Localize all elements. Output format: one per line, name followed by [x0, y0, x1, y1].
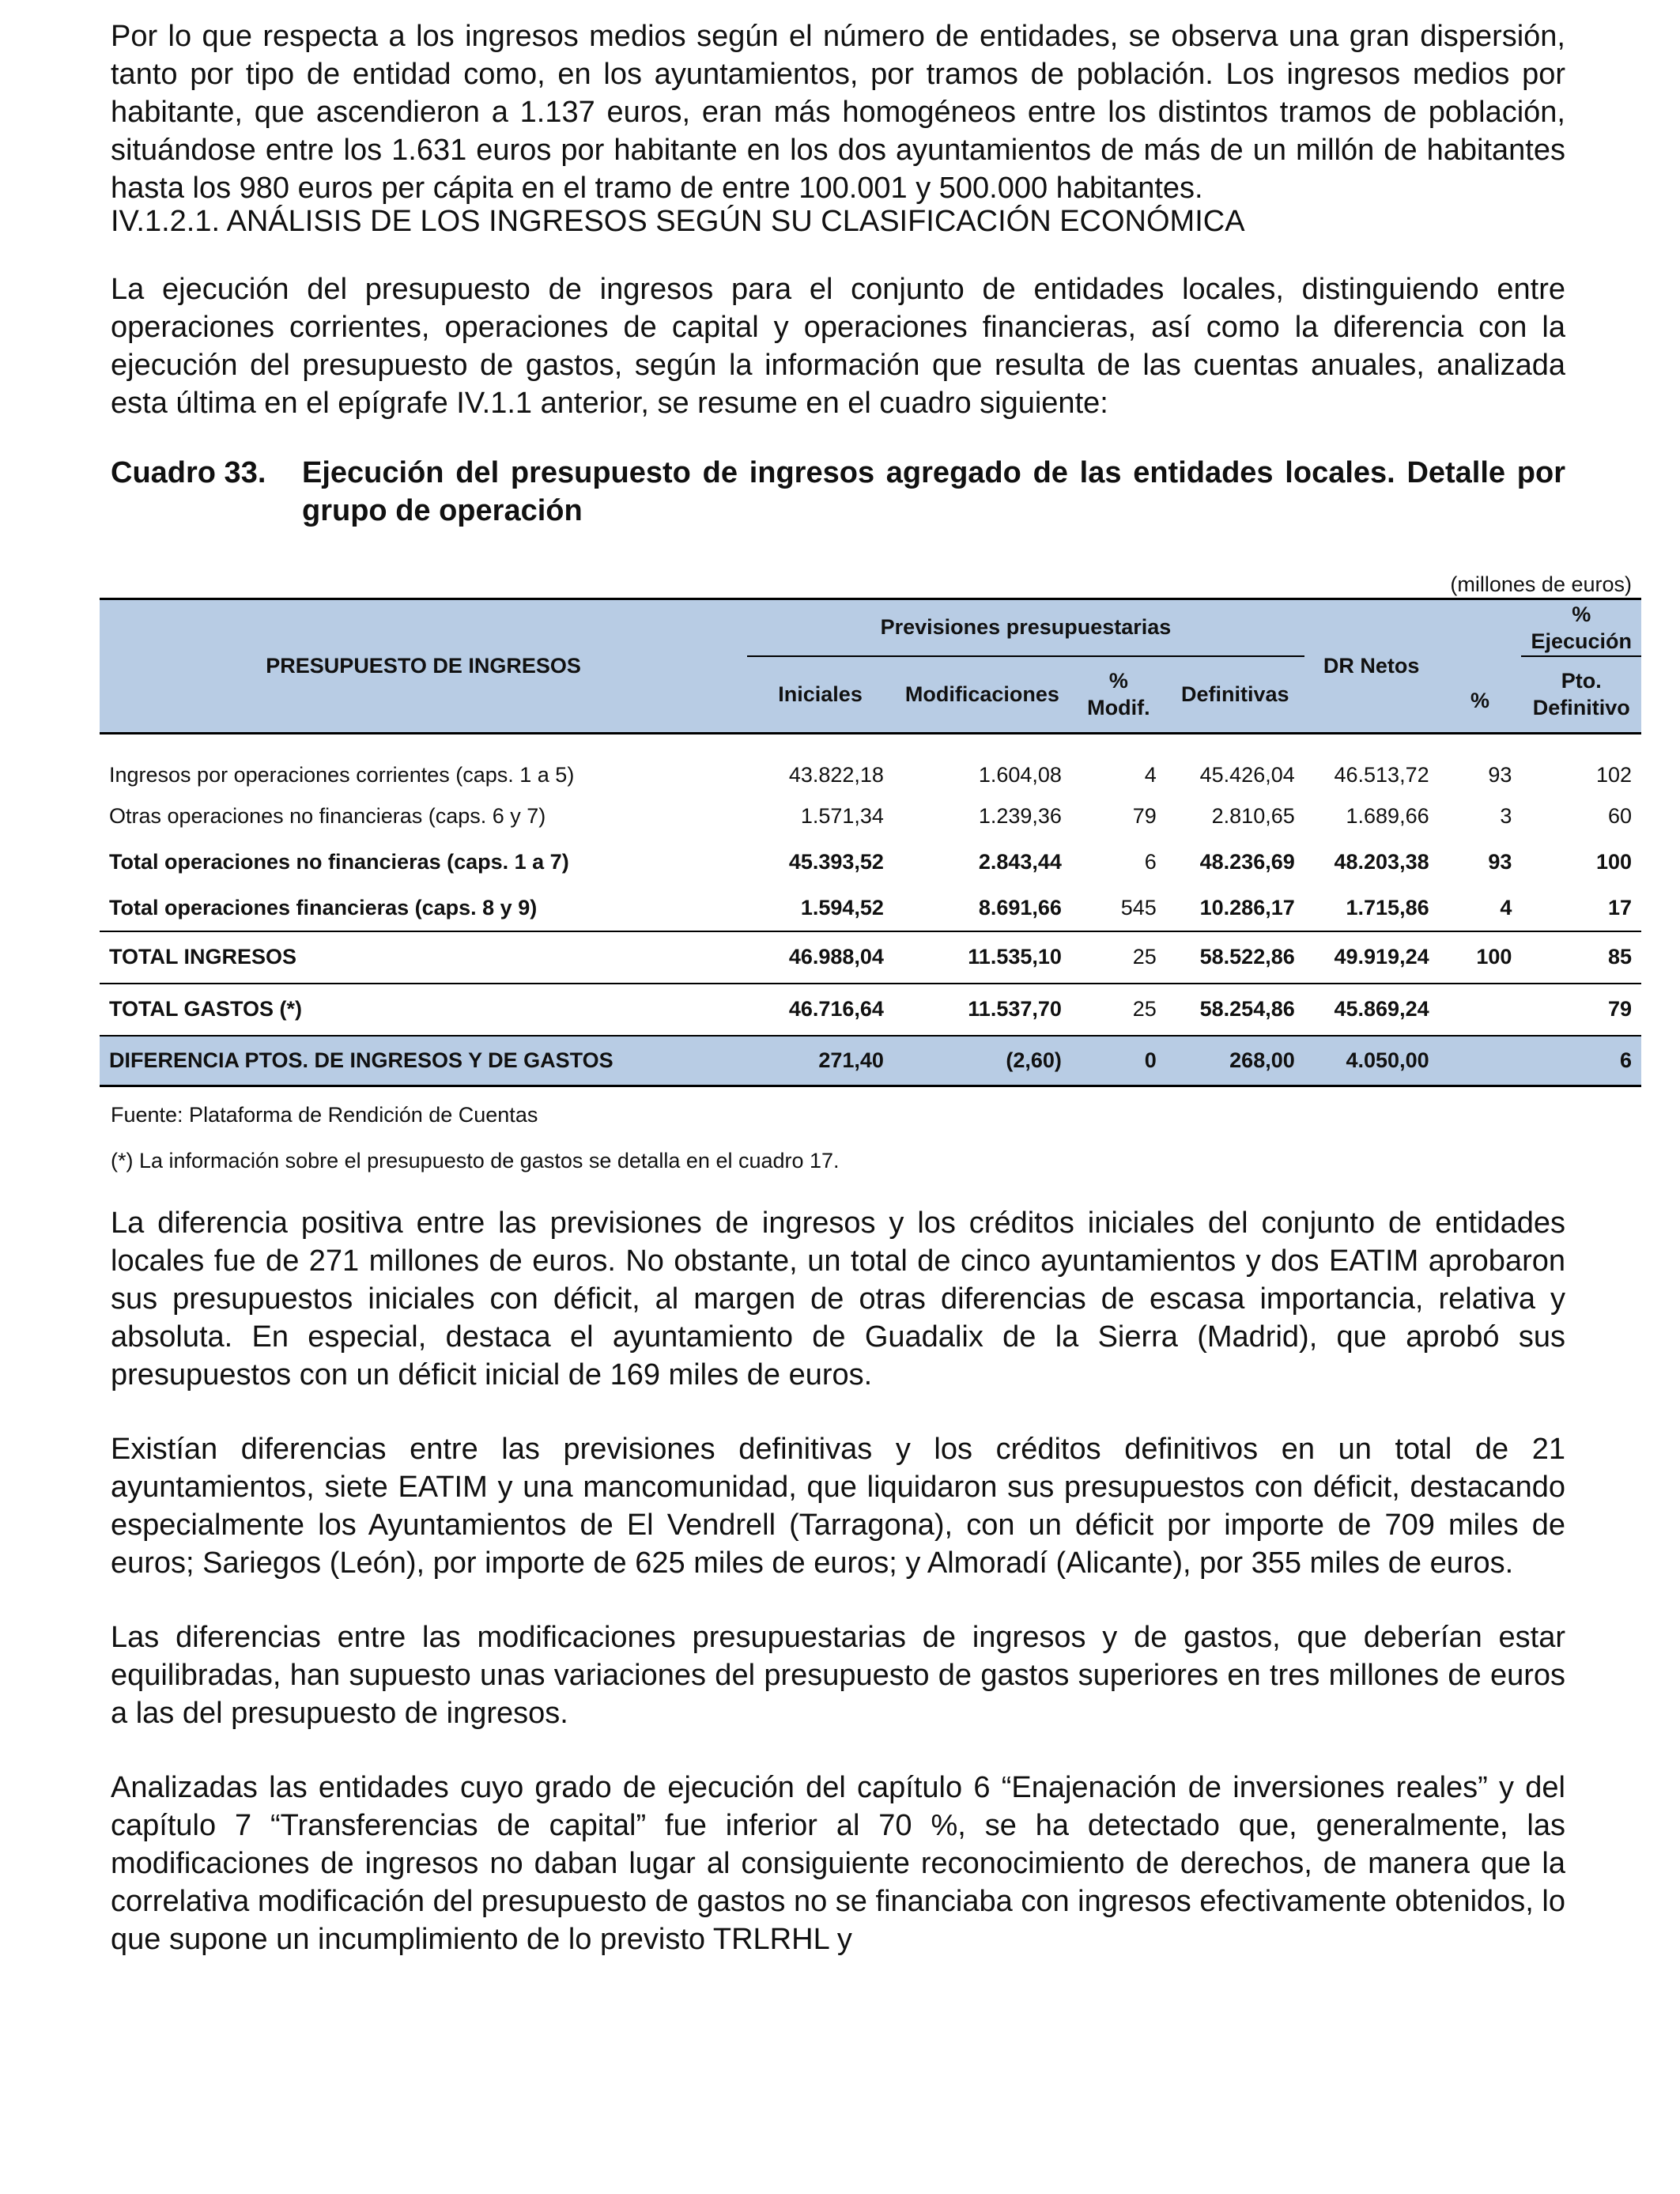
cell-ejecucion: 102 [1595, 762, 1632, 787]
cell-dr-netos: 46.513,72 [1334, 762, 1429, 787]
table-row [100, 794, 1641, 840]
cell-definitivas: 58.254,86 [1199, 997, 1295, 1021]
cell-pct-modif: 545 [1120, 895, 1157, 920]
budget-table-wrap [100, 598, 1641, 1087]
cell-definitivas: 48.236,69 [1199, 850, 1295, 874]
paragraph-ingresos-medios: Por lo que respecta a los ingresos medios según el número de entidades, se observa una gran dispersión, tanto por tipo de entidad como, en los ayuntamientos, por tramos de población. Los ingresos medios por habitante, que ascendieron a 1.137 euros, eran más homogéneos entre los distintos tramos de población, situándose entre los 1.631 euros por habitante en los dos ayuntamientos de más de un millón de habitantes hasta los 980 euros per cápita en el tramo de entre 100.001 y 500.000 habitantes. [111, 20, 1565, 205]
document-page [109, 17, 1632, 1958]
paragraph-capitulos-6-7: Analizadas las entidades cuyo grado de ejecución del capítulo 6 “Enajenación de inversiones reales” y del capítulo 7 “Transferencias de capital” fue inferior al 70 %, se ha detectado que, generalmente, las modificaciones de ingresos no daban lugar al consiguiente reconocimiento de derechos, de manera que la correlativa modificación del presupuesto de gastos no se financiaba con ingresos efectivamente obtenidos, lo que supone un incumplimiento de lo previsto TRLRHL y [111, 1771, 1565, 1956]
cell-ejecucion: 100 [1595, 850, 1632, 874]
cell-definitivas: 58.522,86 [1199, 945, 1295, 969]
header-pto-definitivo [1521, 656, 1641, 734]
cell-modificaciones: 11.535,10 [968, 945, 1062, 969]
intro-paragraph: La ejecución del presupuesto de ingresos para el conjunto de entidades locales, distinguiendo entre operaciones corrientes, operaciones de capital y operaciones financieras, así como la diferencia con la ejecución del presupuesto de gastos, según la información que resulta de las cuentas anuales, analizada esta última en el epígrafe IV.1.1 anterior, se resume en el cuadro siguiente: [111, 273, 1565, 420]
cell-ejecucion: 6 [1619, 1048, 1632, 1072]
header-definitivas: Definitivas [1166, 656, 1304, 734]
cell-iniciales: 43.822,18 [788, 762, 884, 787]
cell-pct [1439, 984, 1522, 1036]
cell-ejecucion: 79 [1607, 997, 1632, 1021]
cell-pct: 100 [1476, 945, 1512, 969]
table-row [100, 984, 1641, 1036]
cell-pct: 93 [1488, 762, 1512, 787]
cell-iniciales: 46.716,64 [788, 997, 884, 1021]
paragraph-diferencia-positiva: La diferencia positiva entre las previsiones de ingresos y los créditos iniciales del conjunto de entidades locales fue de 271 millones de euros. No obstante, un total de cinco ayuntamientos y dos EATIM aprobaron sus presupuestos iniciales con déficit, al margen de otras diferencias de escasa importancia, relativa y absoluta. En especial, destaca el ayuntamiento de Guadalix de la Sierra (Madrid), que aprobó sus presupuestos con un déficit inicial de 169 miles de euros. [111, 1207, 1565, 1392]
paragraph-modificaciones: Las diferencias entre las modificaciones presupuestarias de ingresos y de gastos, que deberían estar equilibradas, han supuesto unas variaciones del presupuesto de gastos superiores en tres millones de euros a las del presupuesto de ingresos. [111, 1621, 1565, 1730]
header-pct-modif [1071, 656, 1166, 734]
cell-pct [1439, 1036, 1522, 1086]
cell-iniciales: 45.393,52 [788, 850, 884, 874]
cell-modificaciones: 11.537,70 [968, 997, 1062, 1021]
row-label: Total operaciones financieras (caps. 8 y 9) [109, 895, 538, 920]
row-label: Total operaciones no financieras (caps. 1 a 7) [109, 850, 569, 874]
source-note: Fuente: Plataforma de Rendición de Cuentas [111, 1103, 538, 1127]
table-header [100, 599, 1641, 734]
unit-note: (millones de euros) [1450, 572, 1632, 596]
cell-pct-modif: 0 [1144, 1048, 1157, 1072]
cell-iniciales: 271,40 [818, 1048, 884, 1072]
cell-pct-modif: 6 [1144, 850, 1157, 874]
row-label: DIFERENCIA PTOS. DE INGRESOS Y DE GASTOS [109, 1048, 613, 1072]
cell-definitivas: 268,00 [1229, 1048, 1295, 1072]
header-pct-ejecucion [1521, 599, 1641, 656]
cell-ejecucion: 17 [1607, 895, 1632, 920]
header-modificaciones: Modificaciones [893, 656, 1071, 734]
cell-modificaciones: 2.843,44 [978, 850, 1062, 874]
header-dr-netos: DR Netos [1304, 599, 1439, 734]
cell-dr-netos: 48.203,38 [1334, 850, 1429, 874]
cell-ejecucion: 85 [1607, 945, 1632, 969]
caption-label: Cuadro 33. [111, 456, 266, 489]
cell-dr-netos: 49.919,24 [1334, 945, 1429, 969]
cell-iniciales: 46.988,04 [788, 945, 884, 969]
cell-modificaciones: 1.239,36 [978, 804, 1062, 828]
header-presupuesto: PRESUPUESTO DE INGRESOS [100, 599, 747, 734]
cell-pct: 93 [1488, 850, 1512, 874]
row-label: Otras operaciones no financieras (caps. 6 y 7) [109, 804, 546, 828]
row-label: TOTAL INGRESOS [109, 945, 297, 969]
header-iniciales: Iniciales [747, 656, 893, 734]
cell-pct: 3 [1500, 804, 1512, 828]
cell-modificaciones: (2,60) [1006, 1048, 1062, 1072]
cell-definitivas: 10.286,17 [1199, 895, 1295, 920]
cell-pct: 4 [1500, 895, 1512, 920]
cell-dr-netos: 4.050,00 [1346, 1048, 1429, 1072]
row-label: Ingresos por operaciones corrientes (caps. 1 a 5) [109, 762, 575, 787]
header-pct-ejecucion-1: % [1572, 602, 1591, 626]
cell-pct-modif: 79 [1132, 804, 1157, 828]
cell-pct-modif: 25 [1132, 997, 1157, 1021]
table-row [100, 931, 1641, 984]
table-row [100, 886, 1641, 931]
section-heading: IV.1.2.1. ANÁLISIS DE LOS INGRESOS SEGÚN SU CLASIFICACIÓN ECONÓMICA [111, 205, 1245, 238]
paragraph-diferencias-definitivas: Existían diferencias entre las previsiones definitivas y los créditos definitivos en un total de 21 ayuntamientos, siete EATIM y una mancomunidad, que liquidaron sus presupuestos con déficit, destacando especialmente los Ayuntamientos de El Vendrell (Tarragona), con un déficit por importe de 709 miles de euros; Sariegos (León), por importe de 625 miles de euros; y Almoradí (Alicante), por 355 miles de euros. [111, 1433, 1565, 1580]
table-row-highlight [100, 1036, 1641, 1086]
cell-iniciales: 1.594,52 [800, 895, 884, 920]
header-previsiones: Previsiones presupuestarias [747, 599, 1304, 656]
cell-pct-modif: 25 [1132, 945, 1157, 969]
footnote: (*) La información sobre el presupuesto de gastos se detalla en el cuadro 17. [111, 1149, 840, 1173]
cell-modificaciones: 1.604,08 [978, 762, 1062, 787]
budget-table [100, 598, 1641, 1087]
cell-definitivas: 45.426,04 [1199, 762, 1295, 787]
table-row [100, 840, 1641, 886]
cell-modificaciones: 8.691,66 [978, 895, 1062, 920]
header-pct-ejecucion-2: Ejecución [1531, 629, 1632, 653]
header-pto-definitivo-1: Pto. [1561, 669, 1602, 693]
caption-title: Ejecución del presupuesto de ingresos agregado de las entidades locales. Detalle por grupo de operación [302, 456, 1565, 527]
table-caption [111, 454, 1565, 530]
cell-pct-modif: 4 [1144, 762, 1157, 787]
cell-dr-netos: 1.715,86 [1346, 895, 1429, 920]
cell-definitivas: 2.810,65 [1211, 804, 1295, 828]
cell-dr-netos: 45.869,24 [1334, 997, 1429, 1021]
cell-iniciales: 1.571,34 [800, 804, 884, 828]
header-pct: % [1439, 599, 1522, 734]
row-label: TOTAL GASTOS (*) [109, 997, 303, 1021]
header-pct-modif-2: Modif. [1087, 696, 1150, 720]
header-pct-modif-1: % [1108, 669, 1128, 693]
header-pto-definitivo-2: Definitivo [1532, 696, 1630, 720]
table-body [100, 734, 1641, 1086]
cell-dr-netos: 1.689,66 [1346, 804, 1429, 828]
cell-ejecucion: 60 [1607, 804, 1632, 828]
table-row [100, 734, 1641, 794]
